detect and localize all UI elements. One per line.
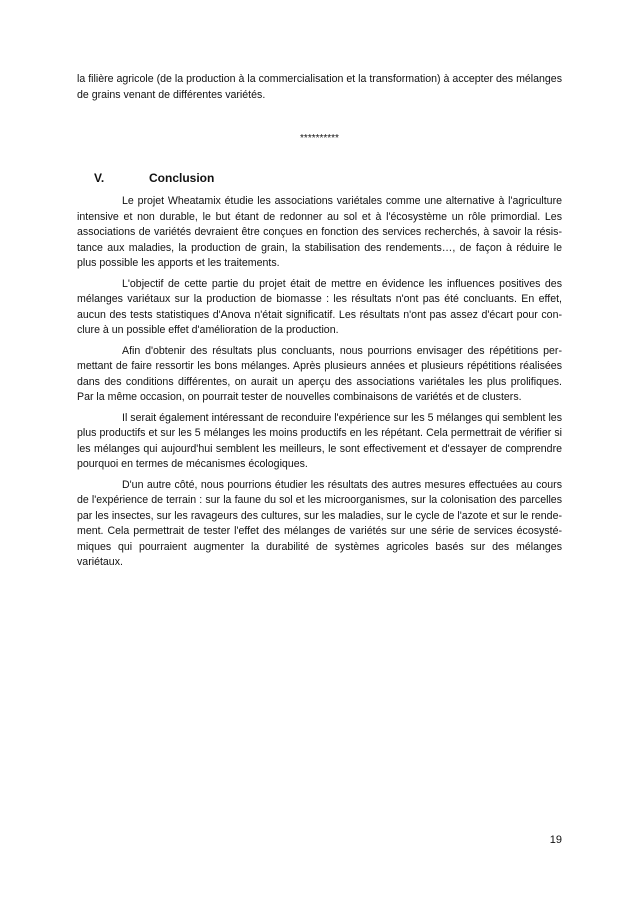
conclusion-paragraph-2: L'objectif de cette partie du projet était de mettre en évidence les influences positives des mélanges variétaux sur la production de biomasse : les résultats n'ont pas été concluants. En effet, aucun des tests statistiques d'Anova n'était significatif. Les résultats n'ont pas assez d'écart pour con-clure à un possible effet d'amélioration de la production. — [77, 277, 562, 336]
section-separator: ********** — [300, 133, 339, 144]
section-heading — [77, 171, 562, 187]
conclusion-paragraph-1: Le projet Wheatamix étudie les associations variétales comme une alternative à l'agriculture intensive et non durable, le but étant de redonner au sol et à l'écosystème un rôle primordial. Les associations de variétés devraient être conçues en fonction des services recherchés, à savoir la résis-tance aux maladies, la production de grain, la stabilisation des rendements…, de façon à réduire le plus possible les apports et les traitements. — [77, 195, 562, 269]
page-number: 19 — [549, 834, 562, 846]
conclusion-paragraph-3: Afin d'obtenir des résultats plus concluants, nous pourrions envisager des répétitions per-mettant de faire ressortir les bons mélanges. Après plusieurs années et plusieurs répétitions réalisées dans des conditions différentes, on aurait un aperçu des associations variétales les plus prolifiques. Par la même occasion, on pourrait tester de nouvelles combinaisons de variétés et de clusters. — [77, 344, 562, 403]
conclusion-paragraph-5: D'un autre côté, nous pourrions étudier les résultats des autres mesures effectuées au cours de l'expérience de terrain : sur la faune du sol et les microorganismes, sur la colonisation des parcelles par les insectes, sur les ravageurs des cultures, sur les maladies, sur le cycle de l'azote et sur le rende-ment. Cela permettrait de tester l'effet des mélanges de variétés sur une série de services écosysté-miques qui pourraient augmenter la durabilité de systèmes agricoles basés sur des mélanges variétaux. — [77, 478, 562, 568]
intro-paragraph: la filière agricole (de la production à la commercialisation et la transformation) à accepter des mélanges de grains venant de différentes variétés. — [77, 73, 562, 101]
conclusion-paragraph-4: Il serait également intéressant de reconduire l'expérience sur les 5 mélanges qui semblent les plus productifs et sur les 5 mélanges les moins productifs en les répétant. Cela permettrait de vérifier si les mélanges qui aujourd'hui semblent les meilleurs, le sont effectivement et d'essayer de comprendre pourquoi en termes de mécanismes écologiques. — [77, 411, 562, 470]
document-page — [77, 72, 562, 571]
section-number: V. — [94, 170, 105, 185]
section-title: Conclusion — [149, 170, 215, 185]
